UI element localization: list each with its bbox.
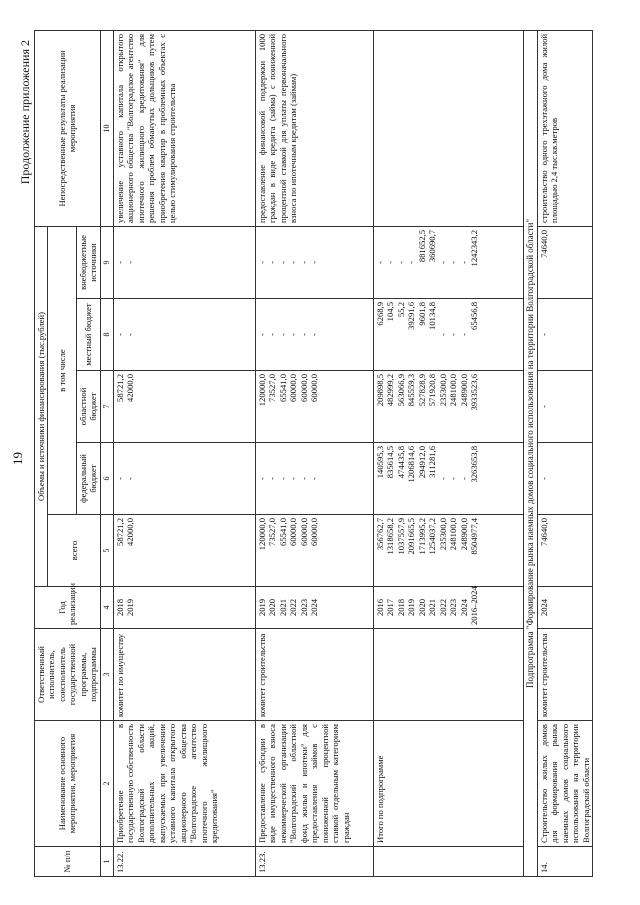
total-value-line: 356762,7: [374, 518, 385, 551]
year: [113, 587, 255, 629]
federal-value-line: -: [309, 477, 320, 480]
federal-value-line: 1206814,6: [406, 446, 417, 483]
header-year: Год реализации: [35, 587, 101, 629]
extrabudget-value-line: -: [288, 261, 299, 264]
total-value-line: 60000,0: [309, 518, 320, 546]
local-value-line: -: [256, 333, 267, 336]
extrabudget-value-line: -: [395, 261, 406, 264]
total-value-line: 65541,0: [277, 518, 288, 546]
regional-value-line: 209898,5: [374, 374, 385, 407]
extrabudget-value-line: -: [309, 261, 320, 264]
row-number: 13.22.: [113, 847, 255, 877]
total-value: [113, 515, 255, 587]
col-num: 8: [100, 299, 113, 371]
total-value-line: 1713995,2: [416, 518, 427, 555]
total-value-line: 1037557,9: [395, 518, 406, 555]
federal-value-line: -: [267, 477, 278, 480]
continuation-note: Продолжение приложения 2: [18, 40, 32, 185]
year-line: 2016–2024: [469, 586, 480, 625]
col-num: 7: [100, 371, 113, 443]
result-text: увеличение уставного капитала открытого акционерного общества "Волгоградское агентство ипотечного жилищного кредитования" для решения проблем обманутых дольщиков путем приобретения квартир в проблемных объектах с целью стимулирования строительства: [113, 30, 255, 226]
result-text: [373, 30, 523, 226]
year-line: 2016: [374, 598, 385, 617]
total-value-line: 1254037,2: [427, 518, 438, 555]
federal-value-line: -: [256, 477, 267, 480]
year: 2024: [537, 587, 592, 629]
year-line: 2024: [458, 598, 469, 617]
extrabudget-value-line: -: [267, 261, 278, 264]
activity-name: Приобретение в государственную собственность Волгоградской области дополнительных акций, выпускаемых при увеличении уставного капитала открытого акционерного общества "Волгоградское агентство ипотечного жилищного кредитования": [113, 721, 255, 847]
federal-value: [373, 443, 523, 515]
regional-value-line: 120000,0: [256, 374, 267, 407]
federal-value-line: -: [298, 477, 309, 480]
activity-name: Итого по подпрограмме: [373, 721, 523, 847]
total-value-line: 2091665,5: [406, 518, 417, 555]
local-value-line: -: [298, 333, 309, 336]
executor: комитет строительства: [255, 629, 373, 721]
header-local: местный бюджет: [76, 299, 100, 371]
table-row: [113, 30, 255, 876]
total-value: 74640,0: [537, 515, 592, 587]
extrabudget-value: 74640,0: [537, 226, 592, 298]
federal-value-line: -: [458, 477, 469, 480]
regional-value-line: 60000,0: [298, 374, 309, 402]
local-value-line: -: [437, 333, 448, 336]
regional-value-line: 65541,0: [277, 374, 288, 402]
extrabudget-value-line: 360690,7: [427, 229, 438, 263]
total-value-line: 60000,0: [298, 518, 309, 546]
total-value-line: 73527,0: [267, 518, 278, 546]
year-line: 2019: [256, 598, 267, 617]
total-value-line: 42000,0: [125, 518, 136, 546]
year-line: 2019: [406, 598, 417, 617]
total-value-line: 1318658,2: [385, 518, 396, 555]
regional-value: [113, 371, 255, 443]
regional-value-line: 563066,9: [395, 374, 406, 407]
table-row: [373, 30, 523, 876]
regional-value-line: 58721,2: [114, 374, 125, 402]
row-number: 13.23.: [255, 847, 373, 877]
local-value-line: 10134,8: [427, 302, 438, 330]
row-number: 14.: [537, 847, 592, 877]
federal-value: [113, 443, 255, 515]
year-line: 2022: [288, 598, 299, 617]
total-value-line: 60000,0: [288, 518, 299, 546]
federal-value-line: -: [437, 477, 448, 480]
regional-value-line: 248900,0: [458, 374, 469, 407]
local-value: [255, 299, 373, 371]
local-value: -: [537, 299, 592, 371]
federal-value-line: -: [448, 477, 459, 480]
header-executor: Ответственный исполнитель, соисполнитель государственной программы, подпрограммы: [35, 629, 101, 721]
regional-value-line: 482999,2: [385, 374, 396, 407]
year-line: 2020: [416, 598, 427, 617]
year-line: 2017: [385, 598, 396, 617]
extrabudget-value-line: -: [277, 261, 288, 264]
local-value-line: -: [277, 333, 288, 336]
executor: комитет строительства: [537, 629, 592, 721]
executor: [373, 629, 523, 721]
regional-value-line: 3933523,6: [469, 374, 480, 411]
federal-value-line: 294912,0: [416, 446, 427, 479]
local-value-line: -: [458, 333, 469, 336]
total-value-line: 248900,0: [458, 518, 469, 551]
total-value: [373, 515, 523, 587]
regional-value: -: [537, 371, 592, 443]
extrabudget-value: [113, 226, 255, 298]
extrabudget-value-line: -: [437, 261, 448, 264]
regional-value: [373, 371, 523, 443]
col-num: 6: [100, 443, 113, 515]
extrabudget-value-line: -: [256, 261, 267, 264]
col-num: 1: [100, 847, 113, 877]
federal-value: -: [537, 443, 592, 515]
local-value: [113, 299, 255, 371]
subprogram-title: Подпрограмма "Формирование рынка наемных домов социального использования на территории Волгоградской области": [523, 30, 537, 876]
total-value: [255, 515, 373, 587]
extrabudget-value-line: -: [298, 261, 309, 264]
extrabudget-value-line: 881652,5: [416, 229, 427, 263]
extrabudget-value-line: -: [114, 261, 125, 264]
regional-value-line: 42000,0: [125, 374, 136, 402]
regional-value-line: 248100,0: [448, 374, 459, 407]
year-line: 2022: [437, 598, 448, 617]
regional-value-line: 73527,0: [267, 374, 278, 402]
local-value-line: 104,5: [385, 302, 396, 322]
local-value-line: -: [448, 333, 459, 336]
table-row: [255, 30, 373, 876]
col-num: 5: [100, 515, 113, 587]
result-text: предоставление финансовой поддержки 1000 граждан в виде кредита (займа) с пониженной процентной ставкой для уплаты первоначального взноса по ипотечным кредитам (займам): [255, 30, 373, 226]
extrabudget-value-line: -: [385, 261, 396, 264]
col-num: 2: [100, 721, 113, 847]
result-text: строительство одного трехэтажного дома жилой площадью 2,4 тыс.кв.метров: [537, 30, 592, 226]
extrabudget-value: [373, 226, 523, 298]
extrabudget-value-line: -: [458, 261, 469, 264]
local-value-line: 55,2: [395, 302, 406, 318]
year: [255, 587, 373, 629]
federal-value-line: -: [288, 477, 299, 480]
header-regional: областной бюджет: [76, 371, 100, 443]
table-row: [537, 30, 592, 876]
federal-value-line: 311281,6: [427, 446, 438, 478]
extrabudget-value-line: -: [374, 261, 385, 264]
page-number: 19: [10, 452, 25, 465]
year-line: 2021: [277, 598, 288, 617]
col-num: 9: [100, 226, 113, 298]
regional-value-line: 845559,3: [406, 374, 417, 407]
federal-value: [255, 443, 373, 515]
year-line: 2018: [114, 598, 125, 617]
year-line: 2020: [267, 598, 278, 617]
regional-value: [255, 371, 373, 443]
total-value-line: 235300,0: [437, 518, 448, 551]
header-total: всего: [48, 515, 100, 587]
federal-value-line: -: [114, 477, 125, 480]
year-line: 2018: [395, 598, 406, 617]
header-financing: Объемы и источники финансирования (тыс.рублей): [35, 226, 48, 586]
federal-value-line: 474435,8: [395, 446, 406, 479]
federal-value-line: 3263653,8: [469, 446, 480, 483]
year-line: 2024: [309, 598, 320, 617]
row-number: [373, 847, 523, 877]
regional-value-line: 60000,0: [288, 374, 299, 402]
federal-value-line: -: [125, 477, 136, 480]
local-value: [373, 299, 523, 371]
local-value-line: -: [125, 333, 136, 336]
local-value-line: -: [267, 333, 278, 336]
col-num: 4: [100, 587, 113, 629]
year-line: 2023: [298, 598, 309, 617]
col-num: 10: [100, 30, 113, 226]
header-including: в том числе: [48, 226, 76, 514]
regional-value-line: 527828,9: [416, 374, 427, 407]
col-num: 3: [100, 629, 113, 721]
regional-value-line: 571920,8: [427, 374, 438, 407]
total-value-line: 58721,2: [114, 518, 125, 546]
activity-name: Предоставление субсидии в виде имущественного взноса некоммерческой организации "Волгоградский областной фонд жилья и ипотеки" для предоставления займов с пониженной процентной ставкой отдельным категориям граждан: [255, 721, 373, 847]
year-line: 2021: [427, 598, 438, 617]
local-value-line: 65456,8: [469, 302, 480, 330]
header-name: Наименование основного мероприятия, мероприятия: [35, 721, 101, 847]
local-value-line: 6268,9: [374, 302, 385, 326]
extrabudget-value-line: 1242343,2: [469, 229, 480, 267]
regional-value-line: 235300,0: [437, 374, 448, 407]
local-value-line: 39291,6: [406, 302, 417, 330]
activity-name: Строительство жилых домов для формирования рынка наемных домов социального использования на территории Волгоградской области: [537, 721, 592, 847]
federal-value-line: 140595,3: [374, 446, 385, 479]
total-value-line: 248100,0: [448, 518, 459, 551]
extrabudget-value-line: -: [406, 261, 417, 264]
year-line: 2023: [448, 598, 459, 617]
federal-value-line: 835614,5: [385, 446, 396, 479]
local-value-line: -: [114, 333, 125, 336]
total-value-line: 120000,0: [256, 518, 267, 551]
regional-value-line: 60000,0: [309, 374, 320, 402]
local-value-line: 9601,8: [416, 302, 427, 326]
year-line: 2019: [125, 598, 136, 617]
local-value-line: -: [288, 333, 299, 336]
total-value-line: 8504977,4: [469, 518, 480, 555]
year: [373, 587, 523, 629]
header-extrabudget: внебюджетные источники: [76, 226, 100, 298]
extrabudget-value: [255, 226, 373, 298]
federal-value-line: -: [277, 477, 288, 480]
header-results: Непосредственные результаты реализации мероприятия: [35, 30, 101, 226]
extrabudget-value-line: -: [448, 261, 459, 264]
header-federal: федеральный бюджет: [76, 443, 100, 515]
executor: комитет по имуществу: [113, 629, 255, 721]
header-number: № п/п: [35, 847, 101, 877]
local-value-line: -: [309, 333, 320, 336]
extrabudget-value-line: -: [125, 261, 136, 264]
program-table: [34, 30, 593, 877]
